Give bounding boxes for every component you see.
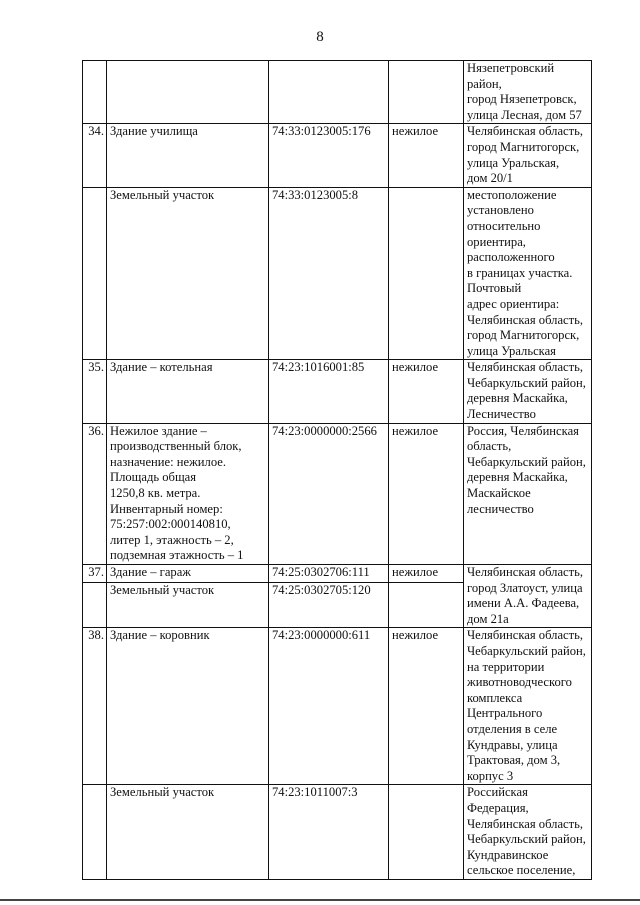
cell-text-line: область, [467,439,512,454]
name-cell [107,785,269,880]
table-row [83,628,592,785]
address-cell [464,360,592,423]
cell-text-line: Челябинская область, [467,565,584,579]
cell-text-line: Здание училища [110,124,198,139]
property-table [82,60,592,880]
cell-text-line: Трактовая, дом 3, [467,753,561,768]
cell-text-line: район, [467,76,502,91]
cell-text-line: нежилое [392,360,439,375]
name-cell [107,187,269,360]
cell-text-line: Чебаркульский район, [467,832,586,847]
cell-text-line: комплекса [467,690,523,705]
cell-text-line: 74:33:0123005:176 [272,124,371,139]
cell-text-line: 74:33:0123005:8 [272,187,359,202]
address-cell [464,628,592,785]
cell-text-line: нежилое [392,124,439,139]
row-number-cell [83,785,107,880]
cell-text-line: лесничество [467,501,534,516]
cell-text-line: подземная этажность – 1 [110,548,244,563]
cell-text-line: 74:25:0302706:111 [272,565,370,579]
table-row [83,187,592,360]
name-cell [107,628,269,785]
cell-text-line: Площадь общая [110,470,197,485]
cell-text-line: Земельный участок [110,785,215,800]
table-row [83,785,592,880]
purpose-cell [389,187,464,360]
cell-text-line: Здание – котельная [110,360,213,375]
purpose-cell [389,61,464,124]
cell-text-line: Чебаркульский район, [467,643,586,658]
cell-text-line: отделения в селе [467,721,558,736]
address-cell [464,124,592,187]
cell-text-line: 74:23:0000000:2566 [272,423,377,438]
cell-text-line: Российская [467,785,528,800]
cell-text-line: Земельный участок [110,187,215,202]
cell-text-line: Чебаркульский район, [467,375,586,390]
row-number-cell [83,187,107,360]
cell-text-line: город Нязепетровск, [467,92,577,107]
cell-text-line: город Магнитогорск, [467,328,580,343]
name-cell [107,423,269,564]
cadastral-number-cell [269,628,389,785]
cell-text-line: Почтовый [467,281,522,296]
cell-text-line: Нежилое здание – [110,423,207,438]
cell-text-line: назначение: нежилое. [110,454,227,469]
cell-text-line: ориентира, [467,234,526,249]
row-number-cell [83,565,107,583]
purpose-cell [389,423,464,564]
name-cell [107,565,269,583]
name-cell [107,360,269,423]
cell-text-line: Челябинская область, [467,628,584,643]
cadastral-number-cell [269,187,389,360]
page-bottom-edge [0,899,640,901]
table-row [83,423,592,564]
cadastral-number-cell [269,61,389,124]
cell-text-line: Кундравинское [467,847,549,862]
cell-text-line: расположенного [467,250,555,265]
cell-text-line: Кундравы, улица [467,737,558,752]
row-number-cell [83,582,107,628]
cadastral-number-cell [269,785,389,880]
cell-text-line: деревня Маскайка, [467,470,568,485]
cell-text-line: в границах участка. [467,265,573,280]
cell-text-line: местоположение [467,187,557,202]
name-cell [107,61,269,124]
cell-text-line: Нязепетровский [467,61,555,75]
address-cell [464,565,592,628]
address-cell [464,423,592,564]
cell-text-line: Инвентарный номер: [110,501,223,516]
row-number-cell [83,124,107,187]
table-row [83,565,592,583]
cell-text-line: нежилое [392,628,439,643]
cell-text-line: нежилое [392,423,439,438]
cell-text-line: литер 1, этажность – 2, [110,532,234,547]
cadastral-number-cell [269,124,389,187]
cell-text-line: производственный блок, [110,439,242,454]
cell-text-line: установлено [467,203,534,218]
cell-text-line: Челябинская область, [467,124,584,139]
cadastral-number-cell [269,565,389,583]
cell-text-line: 1250,8 кв. метра. [110,486,201,501]
cell-text-line: нежилое [392,565,439,579]
purpose-cell [389,628,464,785]
row-number-cell [83,61,107,124]
purpose-cell [389,124,464,187]
row-number-cell [83,628,107,785]
cadastral-number-cell [269,360,389,423]
purpose-cell [389,582,464,628]
cell-text-line: корпус 3 [467,768,514,783]
cell-text-line: Земельный участок [110,582,215,597]
cell-text-line: Челябинская область, [467,312,584,327]
cell-text-line: улица Уральская [467,343,556,358]
cell-text-line: дом 20/1 [467,171,513,186]
cell-text-line: Лесничество [467,407,536,422]
cell-text-line: 74:25:0302705:120 [272,582,371,597]
cell-text-line: адрес ориентира: [467,296,560,311]
cell-text-line: животноводческого [467,675,572,690]
page-number: 8 [316,29,324,45]
row-number-cell [83,360,107,423]
cadastral-number-cell [269,423,389,564]
cell-text-line: Маскайское [467,486,531,501]
table-row [83,61,592,124]
purpose-cell [389,785,464,880]
cell-text-line: Россия, Челябинская [467,423,579,438]
row-number: 37. [88,565,104,579]
address-cell [464,187,592,360]
cell-text-line: 74:23:0000000:611 [272,628,371,643]
purpose-cell [389,360,464,423]
cell-text-line: Здание – гараж [110,565,191,579]
row-number-cell [83,423,107,564]
cell-text-line: город Магнитогорск, [467,139,580,154]
address-cell [464,785,592,880]
cell-text-line: на территории [467,659,545,674]
cell-text-line: улица Уральская, [467,155,560,170]
cadastral-number-cell [269,582,389,628]
cell-text-line: 74:23:1011007:3 [272,785,358,800]
table-row [83,124,592,187]
cell-text-line: Федерация, [467,800,529,815]
cell-text-line: имени А.А. Фадеева, [467,596,580,611]
row-number: 36. [88,423,104,438]
cell-text-line: Челябинская область, [467,360,584,375]
cell-text-line: сельское поселение, [467,863,576,878]
name-cell [107,582,269,628]
table-row [83,360,592,423]
cell-text-line: Центрального [467,706,543,721]
name-cell [107,124,269,187]
row-number: 35. [88,360,104,375]
cell-text-line: Чебаркульский район, [467,454,586,469]
cell-text-line: 75:257:002:000140810, [110,517,231,532]
cell-text-line: дом 21а [467,611,509,626]
row-number: 34. [88,124,104,139]
cell-text-line: улица Лесная, дом 57 [467,107,582,122]
cell-text-line: 74:23:1016001:85 [272,360,365,375]
cell-text-line: деревня Маскайка, [467,391,568,406]
cell-text-line: Здание – коровник [110,628,210,643]
address-cell [464,61,592,124]
cell-text-line: Челябинская область, [467,816,584,831]
cell-text-line: относительно [467,218,541,233]
cell-text-line: город Златоуст, улица [467,580,583,595]
purpose-cell [389,565,464,583]
row-number: 38. [88,628,104,643]
